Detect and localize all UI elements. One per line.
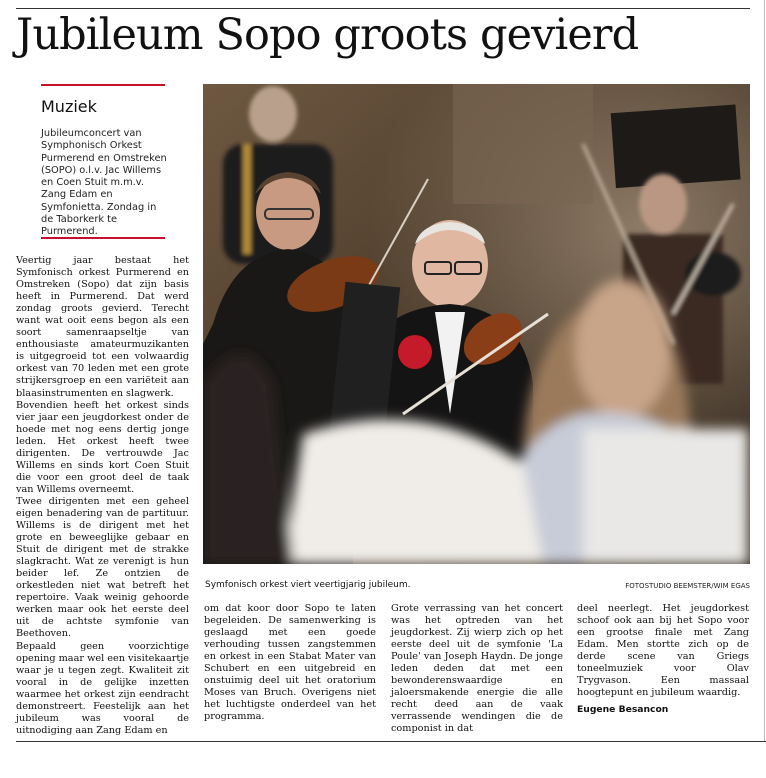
photo-credit: FOTOSTUDIO BEEMSTER/WIM EGAS: [625, 582, 750, 590]
orchestra-illustration: [203, 84, 750, 564]
paragraph: Bovendien heeft het orkest sinds vier jaar een jeugdorkest onder de hoede met nog eens dertig jonge leden. Het orkest heeft twee dirigenten. De vertrouwde Jac Willems en sinds kort Coen Stuit die voor een groot deel de taak van Willems overneemt.: [16, 399, 189, 495]
intro-text: Jubileumconcert van Symphonisch Orkest Purmerend en Omstreken (SOPO) o.l.v. Jac Willems en Coen Stuit m.m.v. Zang Edam en Symfonietta. Zondag in de Taborkerk te Purmerend.: [41, 128, 167, 238]
paragraph: Grote verrassing van het concert was het optreden van het jeugdorkest. Zij wierp zich op het eerste deel uit de symfonie 'La Poule' van Joseph Haydn. De jonge leden deden dat met een bewonderenswaardige en jaloersmakende energie die alle recht deed aan de vaak verrassende wendingen die de componist in dat: [391, 603, 563, 735]
paragraph: Bepaald geen voorzichtige opening maar wel een visitekaartje waar je u tegen zegt. Kwaliteit zit vooral in de gelijke inzetten waarmee het orkest zijn eendracht demonstreert. Feestelijk aan het jubileum was vooral de uitnodiging aan Zang Edam en: [16, 640, 190, 736]
column-4: [577, 603, 749, 699]
photo-caption: Symfonisch orkest viert veertigjarig jubileum.: [205, 580, 411, 590]
author-byline: Eugene Besancon: [577, 704, 669, 715]
orchestra-photo: [203, 84, 750, 564]
section-top-rule: [41, 84, 165, 86]
column-2: [204, 603, 376, 723]
bottom-rule: [16, 741, 766, 742]
headline: Jubileum Sopo groots gevierd: [16, 10, 639, 60]
column-divider: [764, 0, 765, 742]
column-3: [391, 603, 563, 736]
section-label: Muziek: [41, 97, 97, 116]
paragraph: Twee dirigenten met een geheel eigen benadering van de partituur. Willems is de dirigent met het grote en beweeglijke gebaar en Stuit de dirigent met de strakke slagkracht. Wat ze verenigt is hun beider lef. Ze ontzien de orkestleden niet wat betreft het repertoire. Vaak weinig gehoorde werken maar ook het eerste deel uit de achtste symfonie van Beethoven.: [16, 495, 189, 640]
column-1: [16, 255, 189, 737]
top-rule: [16, 8, 750, 9]
paragraph: om dat koor door Sopo te laten begeleiden. De samenwerking is geslaagd met een goede verhouding tussen zangstemmen en orkest in een Stabat Mater van Schubert en een uitgebreid en onstuimig deel uit het oratorium Moses van Bruch. Overigens niet het luchtigste onderdeel van het programma.: [204, 603, 376, 723]
section-bottom-rule: [41, 237, 165, 239]
paragraph: Veertig jaar bestaat het Symfonisch orkest Purmerend en Omstreken (Sopo) dat zijn basis heeft in Purmerend. Dat werd zondag groots gevierd. Terecht want wat ooit eens begon als een soort samenraapseltje van enthousiaste amateurmuzikanten is uitgegroeid tot een volwaardig orkest van 70 leden met een grote strijkersgroep en een variëteit aan blaasinstrumenten en slagwerk.: [16, 255, 189, 399]
paragraph: deel neerlegt. Het jeugdorkest schoof ook aan bij het Sopo voor een grootse finale met Zang Edam. Men stortte zich op de derde scene van Griegs toneelmuziek voor Olav Trygvason. Een massaal hoogtepunt en jubileum waardig.: [577, 603, 749, 699]
